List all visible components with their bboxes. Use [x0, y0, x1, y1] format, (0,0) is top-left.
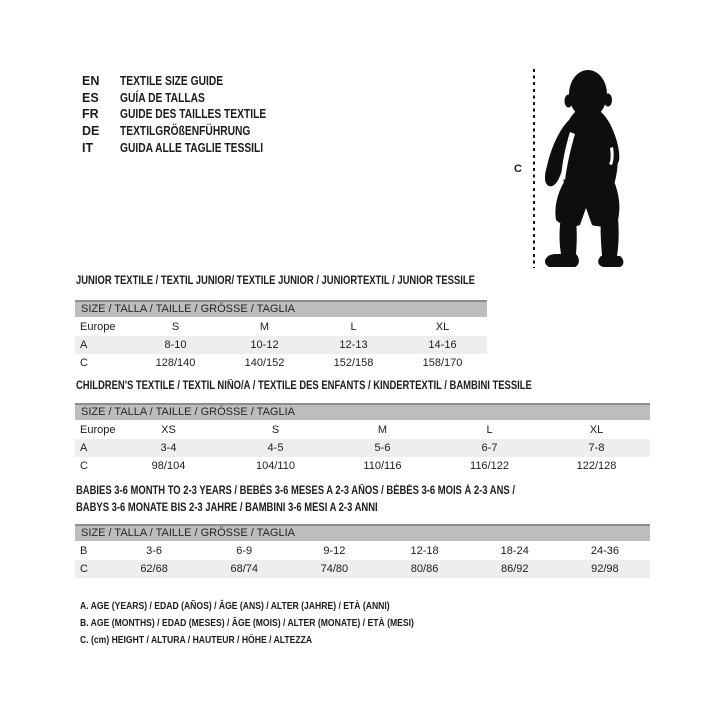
cell: 14-16 — [428, 339, 457, 351]
cell: 116/122 — [470, 460, 509, 472]
note-height-cm: C. (cm) HEIGHT / ALTURA / HAUTEUR / HÖHE / ALTEZZA — [80, 634, 313, 646]
cell: 24-36 — [590, 544, 619, 557]
cell: S — [171, 320, 180, 333]
row-label: C — [80, 460, 88, 472]
cell: XS — [161, 423, 176, 436]
language-row — [82, 73, 298, 90]
note-age-months: B. AGE (MONTHS) / EDAD (MESES) / ÂGE (MOIS) / ALTER (MONATE) / ETÀ (MESI) — [80, 617, 414, 629]
language-row — [82, 139, 298, 156]
size-header-bar: SIZE / TALLA / TAILLE / GRÖSSE / TAGLIA — [75, 403, 650, 420]
table-row — [75, 541, 650, 560]
cell: 3-4 — [160, 442, 177, 454]
cell: 12-18 — [410, 544, 439, 557]
junior-size-table — [75, 300, 487, 372]
section-title-children: CHILDREN'S TEXTILE / TEXTIL NIÑO/A / TEXTILE DES ENFANTS / KINDERTEXTIL / BAMBINI TESSILE — [76, 380, 532, 392]
language-code: IT — [82, 140, 94, 155]
cell: L — [350, 320, 357, 333]
language-code: DE — [82, 124, 100, 139]
cell: 110/116 — [363, 460, 402, 472]
cell: 74/80 — [320, 563, 349, 575]
cell: 9-12 — [323, 544, 346, 557]
cell: 128/140 — [155, 357, 196, 369]
section-title-babies: BABIES 3-6 MONTH TO 2-3 YEARS / BEBÉS 3-6 MESES A 2-3 AÑOS / BÉBÉS 3-6 MOIS À 2-3 ANS / BABYS 3-6 MONATE BIS 2-3 JAHRE / BAMBINI 3-6 MESI A 2-3 ANNI — [76, 485, 515, 514]
table-row — [75, 439, 650, 457]
table-row — [75, 420, 650, 439]
size-header-bar: SIZE / TALLA / TAILLE / GRÖSSE / TAGLIA — [75, 300, 487, 317]
row-label: B — [80, 544, 88, 557]
note-age-years: A. AGE (YEARS) / EDAD (AÑOS) / ÂGE (ANS) / ALTER (JAHRE) / ETÀ (ANNI) — [80, 600, 390, 612]
row-label: Europe — [80, 320, 116, 333]
legend-notes — [80, 596, 487, 647]
cell: 92/98 — [591, 563, 619, 575]
cell: 4-5 — [267, 442, 284, 454]
children-size-table — [75, 403, 650, 475]
table-row — [75, 336, 487, 354]
cell: 10-12 — [250, 339, 279, 351]
language-row — [82, 106, 298, 123]
language-code: FR — [82, 107, 99, 122]
cell: 7-8 — [588, 442, 605, 454]
cell: 12-13 — [339, 339, 368, 351]
row-label: A — [80, 339, 88, 351]
cell: 6-9 — [236, 544, 253, 557]
cell: M — [377, 423, 388, 436]
cell: 62/68 — [140, 563, 168, 575]
language-label: TEXTILGRÖßENFÜHRUNG — [120, 124, 251, 139]
cell: 5-6 — [374, 442, 391, 454]
cell: L — [486, 423, 493, 436]
table-row — [75, 457, 650, 475]
section-title-junior: JUNIOR TEXTILE / TEXTIL JUNIOR/ TEXTILE JUNIOR / JUNIORTEXTIL / JUNIOR TESSILE — [76, 275, 475, 287]
table-row — [75, 560, 650, 578]
row-label: Europe — [80, 423, 116, 436]
cell: 68/74 — [230, 563, 258, 575]
height-dotted-line — [533, 69, 535, 268]
cell: 122/128 — [576, 460, 617, 472]
height-measure-label: C — [514, 163, 522, 175]
cell: XL — [435, 320, 450, 333]
language-label: GUIDA ALLE TAGLIE TESSILI — [120, 140, 264, 155]
cell: 86/92 — [500, 563, 529, 575]
toddler-silhouette-icon — [540, 68, 632, 270]
row-label: C — [80, 563, 88, 575]
cell: M — [259, 320, 270, 333]
cell: 3-6 — [146, 544, 163, 557]
cell: 152/158 — [333, 357, 374, 369]
cell: 6-7 — [481, 442, 498, 454]
cell: 104/110 — [256, 460, 295, 472]
language-code: ES — [82, 90, 99, 105]
language-code: EN — [82, 74, 100, 89]
language-label: GUÍA DE TALLAS — [120, 90, 205, 105]
size-header-bar: SIZE / TALLA / TAILLE / GRÖSSE / TAGLIA — [75, 524, 650, 541]
language-label: GUIDE DES TAILLES TEXTILE — [120, 107, 267, 122]
row-label: C — [80, 357, 88, 369]
table-row — [75, 317, 487, 336]
cell: S — [271, 423, 280, 436]
language-label: TEXTILE SIZE GUIDE — [120, 74, 224, 89]
cell: 8-10 — [164, 339, 187, 351]
language-row — [82, 90, 298, 107]
cell: 80/86 — [410, 563, 439, 575]
cell: 140/152 — [244, 357, 285, 369]
cell: 98/104 — [151, 460, 186, 472]
cell: 18-24 — [500, 544, 529, 557]
language-row — [82, 123, 298, 140]
row-label: A — [80, 442, 88, 454]
table-row — [75, 354, 487, 372]
cell: XL — [589, 423, 604, 436]
language-list — [82, 73, 298, 156]
babies-size-table — [75, 524, 650, 578]
cell: 158/170 — [422, 357, 463, 369]
